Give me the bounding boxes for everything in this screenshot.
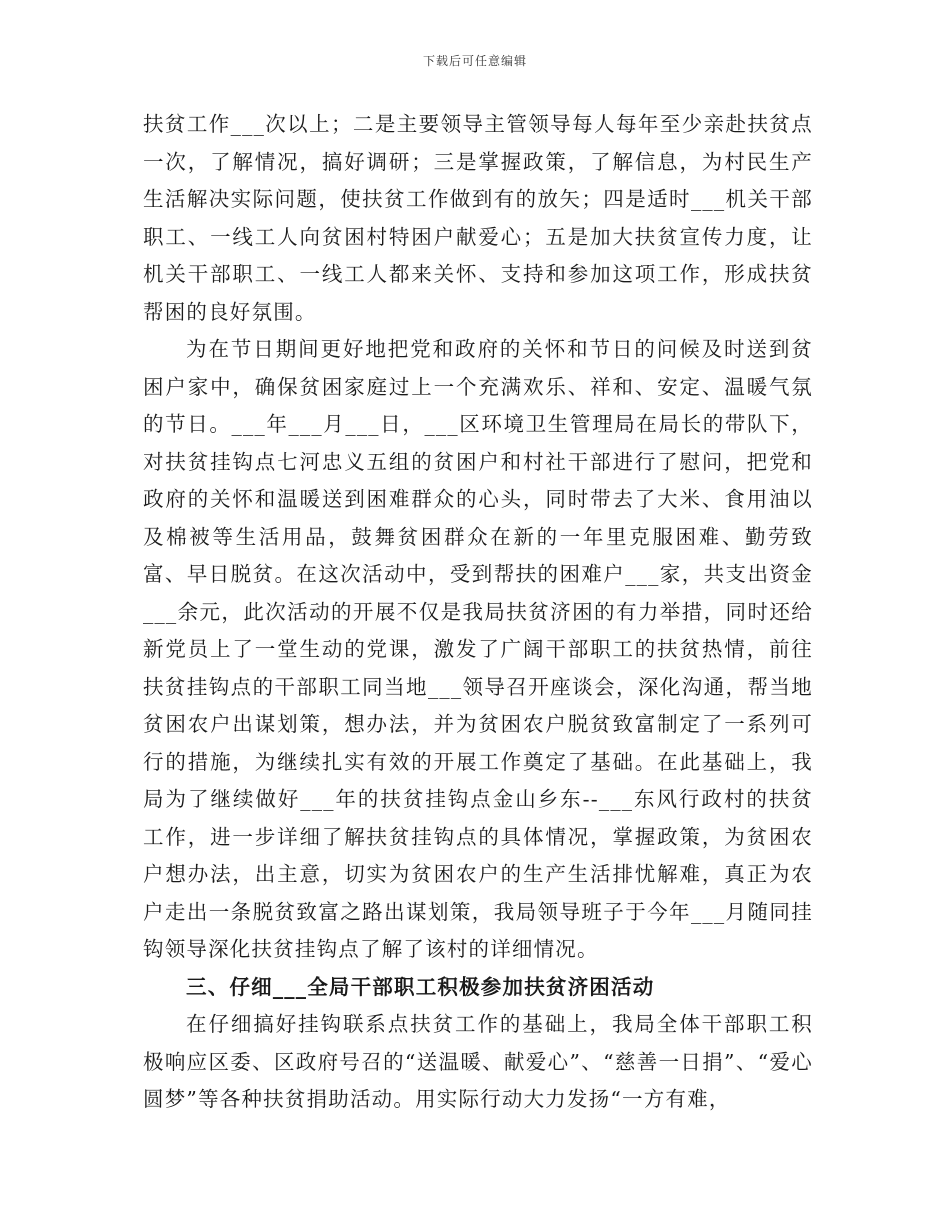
page-header-note: 下载后可任意编辑 xyxy=(422,54,527,68)
document-body xyxy=(143,106,813,1119)
paragraph-continuation: 扶贫工作___次以上；二是主要领导主管领导每人每年至少亲赴扶贫点一次，了解情况，搞好调研；三是掌握政策，了解信息，为村民生产生活解决实际问题，使扶贫工作做到有的放矢；四是适时___机关干部职工、一线工人向贫困村特困户献爱心；五是加大扶贫宣传力度，让机关干部职工、一线工人都来关怀、支持和参加这项工作，形成扶贫帮困的良好氛围。 xyxy=(143,112,813,324)
section-heading: 三、仔细___全局干部职工积极参加扶贫济困活动 xyxy=(186,974,655,999)
paragraph-donation-activities: 在仔细搞好挂钩联系点扶贫工作的基础上，我局全体干部职工积极响应区委、区政府号召的“送温暖、献爱心”、“慈善一日捐”、“爱心圆梦”等各种扶贫捐助活动。用实际行动大力发扬“一方有难， xyxy=(143,1012,813,1111)
paragraph-holiday-visit: 为在节日期间更好地把党和政府的关怀和节日的问候及时送到贫困户家中，确保贫困家庭过上一个充满欢乐、祥和、安定、温暖气氛的节日。___年___月___日，___区环境卫生管理局在局长的带队下，对扶贫挂钩点七河忠义五组的贫困户和村社干部进行了慰问，把党和政府的关怀和温暖送到困难群众的心头，同时带去了大米、食用油以及棉被等生活用品，鼓舞贫困群众在新的一年里克服困难、勤劳致富、早日脱贫。在这次活动中，受到帮扶的困难户___家，共支出资金___余元，此次活动的开展不仅是我局扶贫济困的有力举措，同时还给新党员上了一堂生动的党课，激发了广阔干部职工的扶贫热情，前往扶贫挂钩点的干部职工同当地___领导召开座谈会，深化沟通，帮当地贫困农户出谋划策，想办法，并为贫困农户脱贫致富制定了一系列可行的措施，为继续扎实有效的开展工作奠定了基础。在此基础上，我局为了继续做好___年的扶贫挂钩点金山乡东--___东风行政村的扶贫工作，进一步详细了解扶贫挂钩点的具体情况，掌握政策，为贫困农户想办法，出主意，切实为贫困农户的生产生活排忧解难，真正为农户走出一条脱贫致富之路出谋划策，我局领导班子于今年___月随同挂钩领导深化扶贫挂钩点了解了该村的详细情况。 xyxy=(143,337,813,961)
